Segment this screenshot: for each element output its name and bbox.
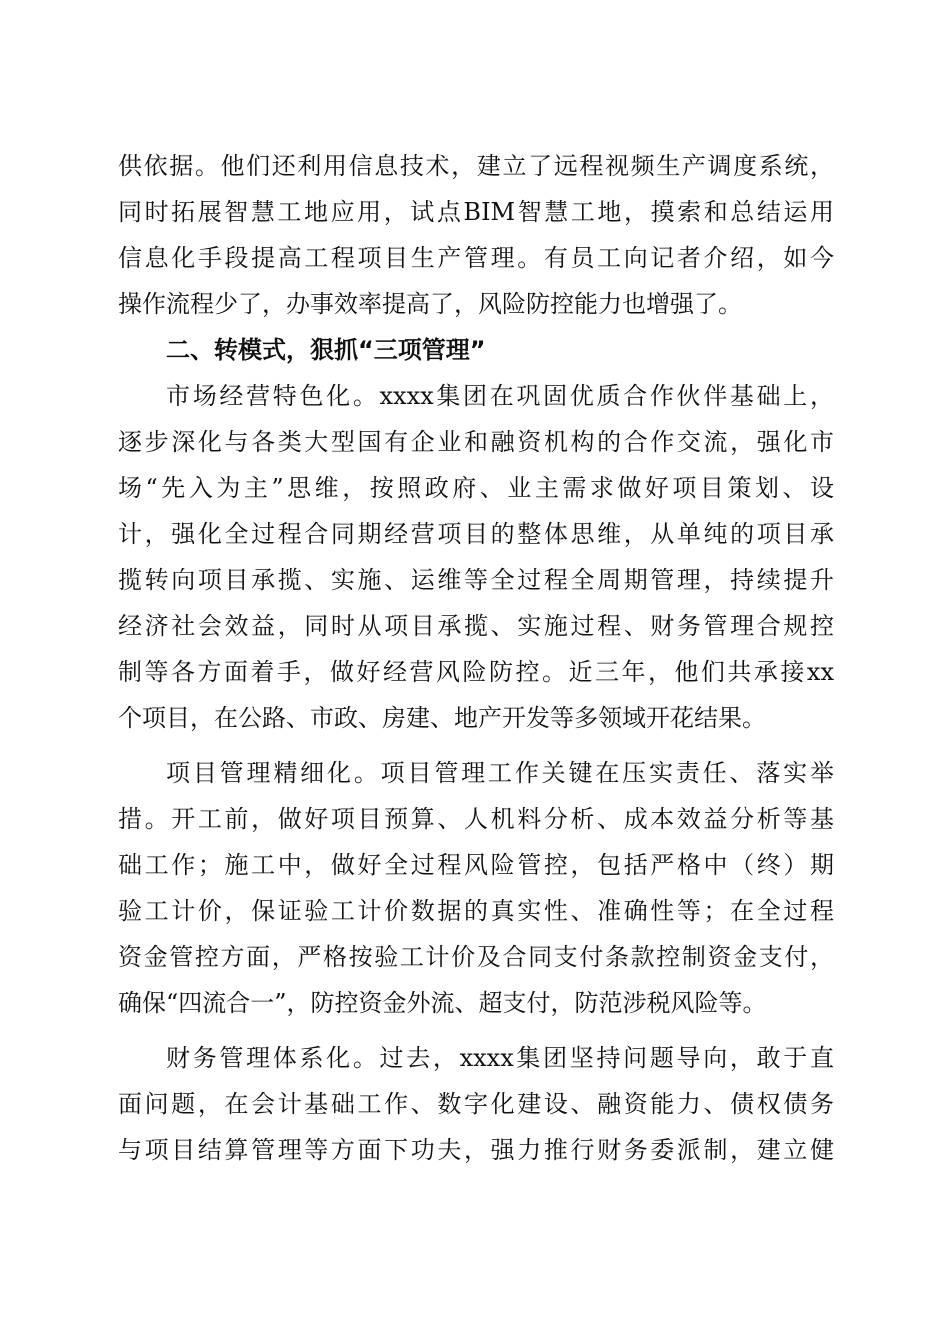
paragraph-line: 信息化手段提高工程项目生产管理。有员工向记者介绍，如今 <box>118 244 834 272</box>
paragraph-line: 与项目结算管理等方面下功夫，强力推行财务委派制，建立健 <box>118 1136 834 1164</box>
paragraph-line: 供依据。他们还利用信息技术，建立了远程视频生产调度系统， <box>118 152 834 180</box>
paragraph-line: 础工作；施工中，做好全过程风险管控，包括严格中（终）期 <box>118 851 834 879</box>
paragraph-line: 确保“四流合一”，防控资金外流、超支付，防范涉税风险等。 <box>118 989 767 1017</box>
paragraph-line: 资金管控方面，严格按验工计价及合同支付条款控制资金支付， <box>118 943 834 971</box>
paragraph-line: 同时拓展智慧工地应用，试点BIM智慧工地，摸索和总结运用 <box>118 198 834 226</box>
paragraph <box>118 750 834 1026</box>
paragraph-line: 个项目，在公路、市政、房建、地产开发等多领域开花结果。 <box>118 704 766 732</box>
paragraph-line: 操作流程少了，办事效率提高了，风险防控能力也增强了。 <box>118 290 742 318</box>
paragraph-line: 计，强化全过程合同期经营项目的整体思维，从单纯的项目承 <box>118 520 834 548</box>
paragraph <box>118 373 834 741</box>
paragraph-line: 揽转向项目承揽、实施、运维等全过程全周期管理，持续提升 <box>118 566 834 594</box>
section-heading: 二、转模式，狠抓“三项管理” <box>166 336 486 364</box>
paragraph-line: 财务管理体系化。过去，xxxx集团坚持问题导向，敢于直 <box>166 1044 834 1072</box>
document-body <box>118 143 834 1173</box>
paragraph-line: 市场经营特色化。xxxx集团在巩固优质合作伙伴基础上， <box>166 382 834 410</box>
paragraph-line: 措。开工前，做好项目预算、人机料分析、成本效益分析等基 <box>118 805 834 833</box>
paragraph-line: 项目管理精细化。项目管理工作关键在压实责任、落实举 <box>166 759 834 787</box>
paragraph <box>118 1035 834 1173</box>
paragraph-line: 制等各方面着手，做好经营风险防控。近三年，他们共承接xx <box>118 658 834 686</box>
paragraph-line: 逐步深化与各类大型国有企业和融资机构的合作交流，强化市 <box>118 428 834 456</box>
paragraph-line: 面问题，在会计基础工作、数字化建设、融资能力、债权债务 <box>118 1090 834 1118</box>
paragraph-line: 经济社会效益，同时从项目承揽、实施过程、财务管理合规控 <box>118 612 834 640</box>
paragraph <box>118 143 834 327</box>
paragraph-line: 场“先入为主”思维，按照政府、业主需求做好项目策划、设 <box>118 474 834 502</box>
paragraph-line: 验工计价，保证验工计价数据的真实性、准确性等；在全过程 <box>118 897 834 925</box>
